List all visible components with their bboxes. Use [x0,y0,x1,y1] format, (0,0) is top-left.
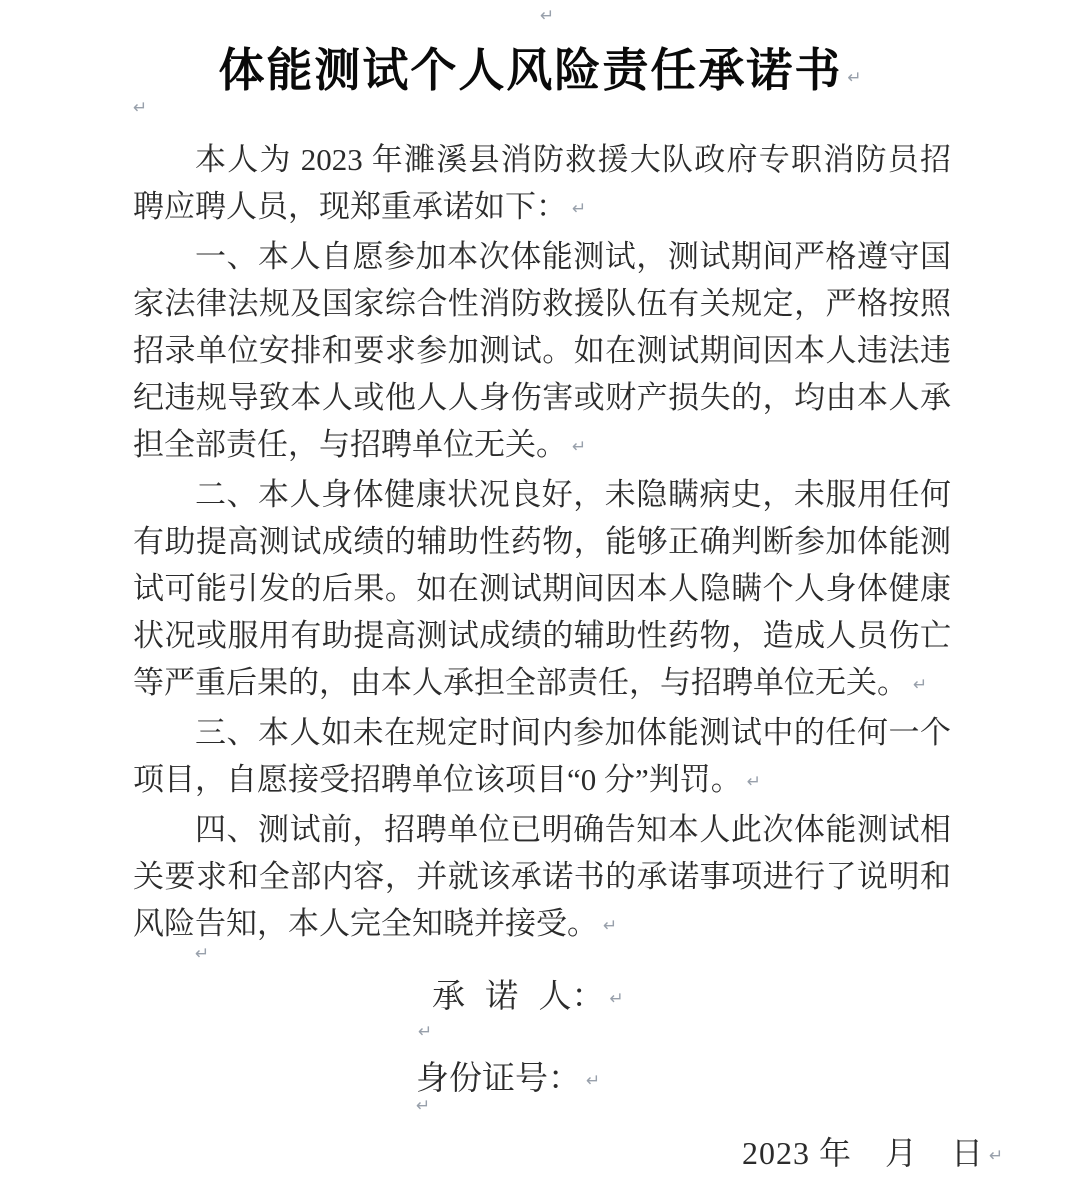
paragraph-text: 本人为 2023 年濉溪县消防救援大队政府专职消防员招聘应聘人员，现郑重承诺如下： [133,142,951,224]
paragraph-mark: ↵ [195,944,210,964]
paragraph-item-2 [133,471,951,709]
id-number-label: 身份证号： [416,1061,581,1097]
paragraph-mark: ↵ [416,1096,431,1116]
document-body [133,136,951,950]
paragraph-mark: ↵ [847,68,862,88]
paragraph-text: 四、测试前，招聘单位已明确告知本人此次体能测试相关要求和全部内容，并就该承诺书的承诺事项进行了说明和风险告知，本人完全知晓并接受。 [133,812,951,941]
paragraph-item-1 [133,233,951,471]
paragraph-intro [133,136,951,233]
paragraph-item-3 [133,709,951,806]
paragraph-mark: ↵ [418,1022,433,1042]
paragraph-mark: ↵ [913,675,928,695]
title-text: 体能测试个人风险责任承诺书 [218,45,843,96]
paragraph-text: 一、本人自愿参加本次体能测试，测试期间严格遵守国家法律法规及国家综合性消防救援队伍有关规定，严格按照招录单位安排和要求参加测试。如在测试期间因本人违法违纪违规导致本人或他人人身伤害或财产损失的，均由本人承担全部责任，与招聘单位无关。 [133,239,951,462]
paragraph-mark: ↵ [586,1071,601,1091]
date-line [742,1128,1003,1174]
paragraph-mark: ↵ [746,772,762,792]
paragraph-mark: ↵ [609,989,624,1009]
paragraph-item-4 [133,806,951,950]
document-title [0,34,1080,100]
paragraph-mark: ↵ [603,916,618,936]
paragraph-mark: ↵ [572,199,587,219]
id-number-line [416,1052,600,1099]
date-text: 2023 年 月 日 [742,1135,985,1171]
paragraph-mark: ↵ [989,1146,1004,1166]
paragraph-text: 三、本人如未在规定时间内参加体能测试中的任何一个项目，自愿接受招聘单位该项目“0 分”判罚。 [133,715,951,797]
paragraph-text: 二、本人身体健康状况良好，未隐瞒病史，未服用任何有助提高测试成绩的辅助性药物，能够正确判断参加体能测试可能引发的后果。如在测试期间因本人隐瞒个人身体健康状况或服用有助提高测试成绩的辅助性药物，造成人员伤亡等严重后果的，由本人承担全部责任，与招聘单位无关。 [133,477,951,700]
promisor-label: 承 诺 人： [432,979,605,1015]
paragraph-mark: ↵ [540,6,555,26]
paragraph-mark: ↵ [572,437,587,457]
paragraph-mark: ↵ [133,98,148,118]
promisor-line [432,970,624,1017]
